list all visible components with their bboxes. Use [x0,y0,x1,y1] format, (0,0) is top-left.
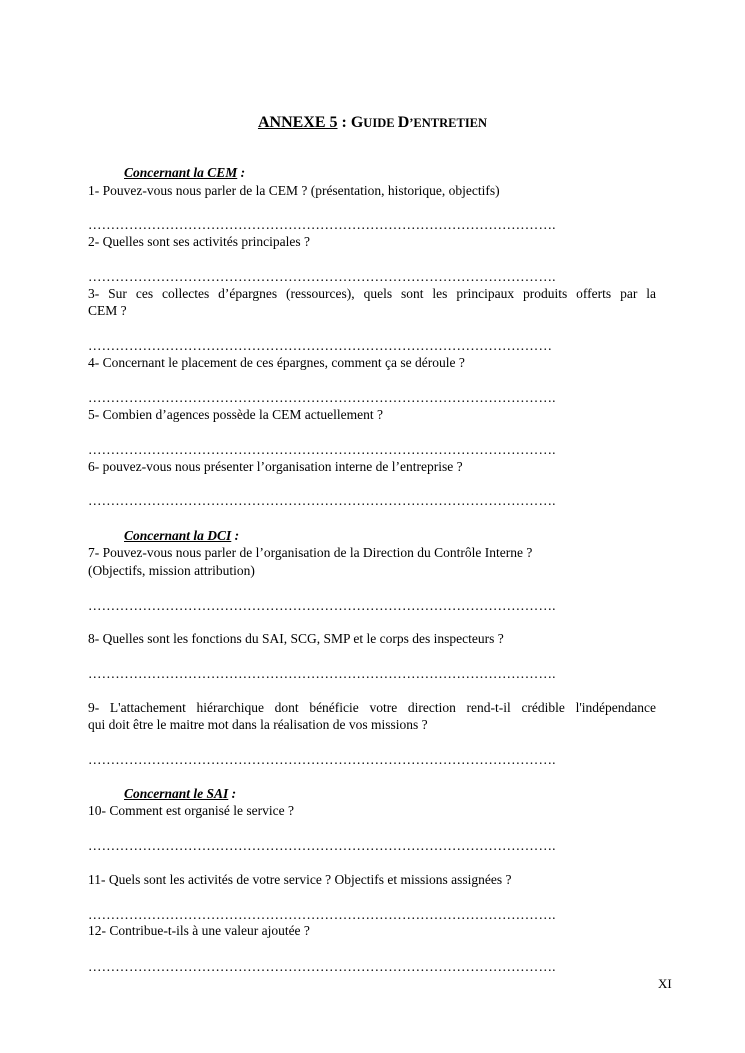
question-5: 5- Combien d’agences possède la CEM actuellement ? [88,407,384,422]
question-3-cont: CEM ? [88,303,127,318]
question-2: 2- Quelles sont ses activités principales ? [88,234,310,249]
page-title: ANNEXE 5 : GUIDE D’ENTRETIEN [257,114,488,131]
answer-line: …………………………………………………………………………………………. [88,838,556,853]
section-heading-cem: Concernant la CEM : [124,165,246,180]
question-4: 4- Concernant le placement de ces épargnes, comment ça se déroule ? [88,355,465,370]
annex-label: ANNEXE 5 [257,114,338,131]
question-9: 9- L'attachement hiérarchique dont bénéficie votre direction rend-t-il crédible l'indépendance [88,700,656,715]
answer-line: …………………………………………………………………………………………. [88,752,556,767]
question-11: 11- Quels sont les activités de votre service ? Objectifs et missions assignées ? [88,872,512,887]
page-number: XI [658,976,672,991]
answer-line: ………………………………………………………………………………………… [88,338,553,353]
question-7: 7- Pouvez-vous nous parler de l’organisation de la Direction du Contrôle Interne ? [88,545,533,560]
question-1: 1- Pouvez-vous nous parler de la CEM ? (présentation, historique, objectifs) [88,183,500,198]
answer-line: …………………………………………………………………………………………. [88,493,556,508]
question-9-cont: qui doit être le maitre mot dans la réalisation de vos missions ? [88,717,428,732]
answer-line: …………………………………………………………………………………………. [88,269,556,284]
question-8: 8- Quelles sont les fonctions du SAI, SCG, SMP et le corps des inspecteurs ? [88,631,504,646]
answer-line: …………………………………………………………………………………………. [88,390,556,405]
answer-line: …………………………………………………………………………………………. [88,217,556,232]
section-heading-dci: Concernant la DCI : [124,528,240,543]
question-6: 6- pouvez-vous nous présenter l’organisation interne de l’entreprise ? [88,459,463,474]
question-7-cont: (Objectifs, mission attribution) [88,563,255,578]
answer-line: …………………………………………………………………………………………. [88,959,556,974]
answer-line: …………………………………………………………………………………………. [88,598,556,613]
question-10: 10- Comment est organisé le service ? [88,803,294,818]
answer-line: …………………………………………………………………………………………. [88,907,556,922]
section-heading-sai: Concernant le SAI : [124,786,237,801]
question-12: 12- Contribue-t-ils à une valeur ajoutée ? [88,923,310,938]
question-3: 3- Sur ces collectes d’épargnes (ressources), quels sont les principaux produits offerts par la [88,286,656,301]
answer-line: …………………………………………………………………………………………. [88,666,556,681]
answer-line: …………………………………………………………………………………………. [88,442,556,457]
